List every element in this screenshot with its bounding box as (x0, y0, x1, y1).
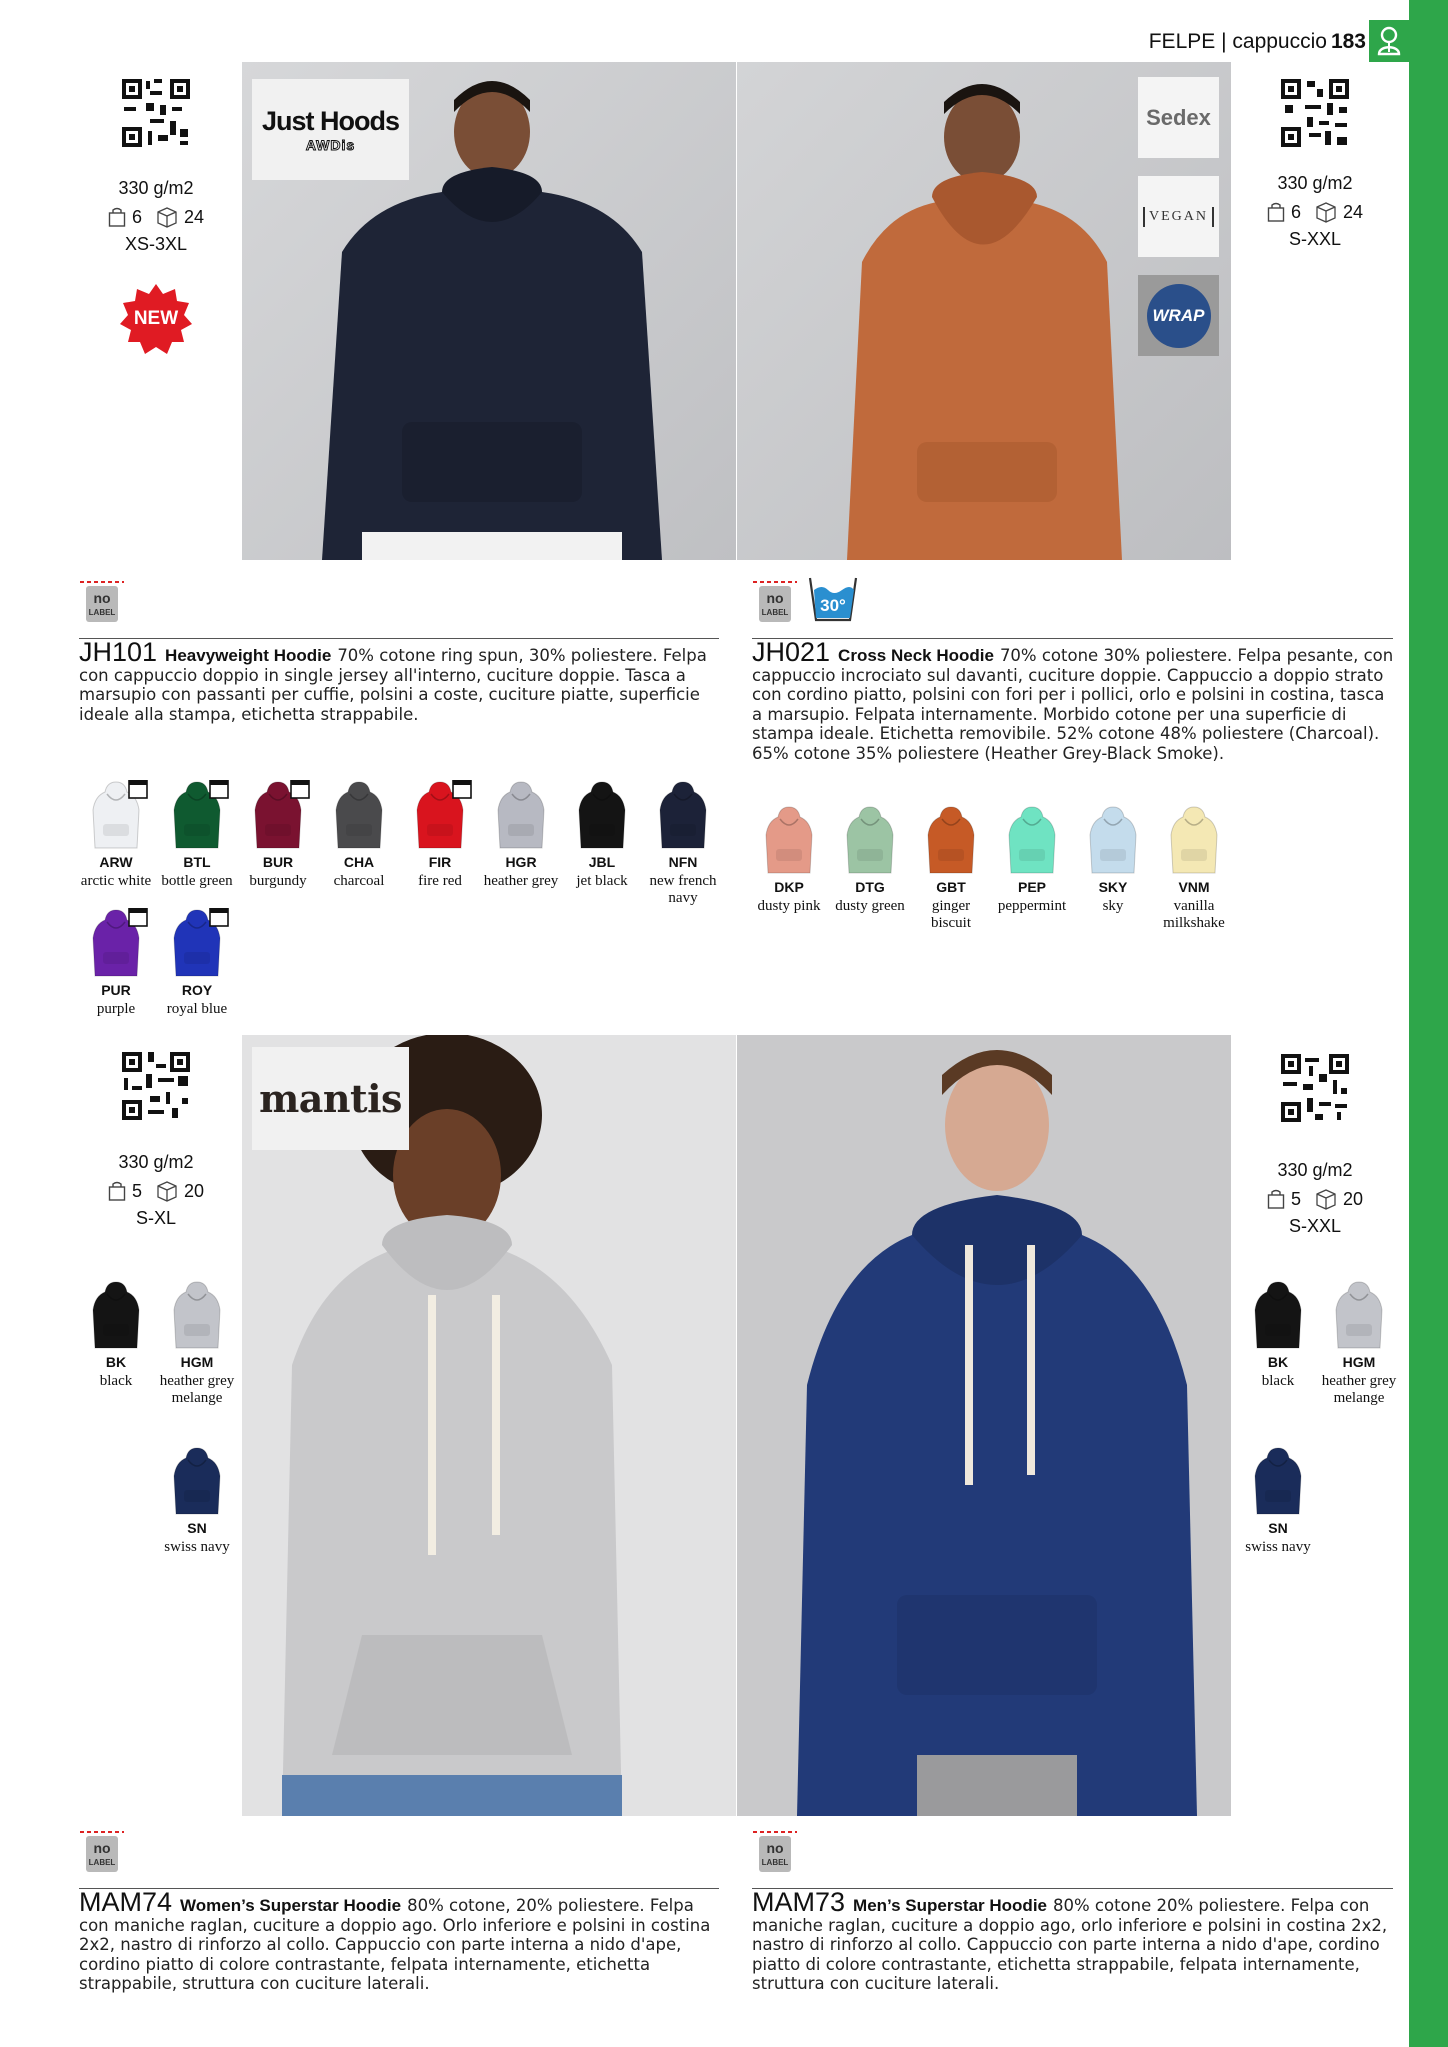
specs-jh021 (1255, 173, 1375, 250)
color-swatches-mam74 (76, 1280, 246, 1580)
color-code: BK (1267, 1354, 1289, 1370)
color-swatch-sn[interactable] (157, 1446, 237, 1556)
product-description-jh021 (752, 637, 1395, 763)
color-code: FIR (428, 854, 452, 870)
color-code: CHA (343, 854, 375, 870)
color-code: BK (105, 1354, 127, 1370)
color-code: NFN (668, 854, 698, 870)
product-code: MAM73 (752, 1887, 846, 1917)
color-name: dusty pink (757, 898, 821, 914)
size-range: S-XXL (1288, 1216, 1342, 1236)
color-name: black (1261, 1373, 1295, 1389)
product-name: Women’s Superstar Hoodie (180, 1896, 402, 1915)
specs-jh101 (96, 178, 216, 255)
color-name: black (99, 1373, 133, 1389)
hoodie-swatch-icon (1245, 1446, 1311, 1516)
new-badge-label: NEW (133, 308, 179, 329)
color-swatch-pur[interactable] (76, 908, 156, 1018)
color-code: SKY (1098, 879, 1128, 895)
color-name: swiss navy (1245, 1539, 1311, 1555)
qr-code-mam73[interactable] (1279, 1052, 1351, 1124)
product-name: Cross Neck Hoodie (838, 646, 994, 665)
color-code: SN (1268, 1520, 1288, 1536)
color-code: DTG (855, 879, 885, 895)
carton-box-icon (1315, 1188, 1337, 1210)
product-name: Men’s Superstar Hoodie (853, 1896, 1047, 1915)
product-code: JH021 (752, 637, 831, 667)
pack-quantity: 5 (131, 1180, 142, 1201)
carton-box-icon (156, 206, 178, 228)
color-name: charcoal (333, 873, 385, 889)
divider (79, 638, 719, 639)
product-text: 80% cotone, 20% poliestere. Felpa con maniche raglan, cuciture a doppio ago. Orlo inferiore e polsini in costina 2x2, nastro di rinforzo al collo. Cappuccio con parte interna a nido d'ape, cordino piatto di colore contrastante, felpata internamente, etichetta strappabile, struttura con cuciture laterali. (79, 1896, 711, 1993)
carton-quantity: 20 (183, 1180, 205, 1201)
carton-quantity: 24 (1342, 201, 1364, 222)
hoodie-swatch-icon (164, 1446, 230, 1516)
no-label-line1: no (93, 590, 111, 606)
wash-temperature: 30° (820, 596, 846, 615)
color-swatch-fir[interactable] (400, 780, 480, 890)
color-name: vanilla milkshake (1163, 898, 1225, 931)
fabric-weight: 330 g/m2 (118, 1152, 194, 1172)
hoodie-swatch-icon (488, 780, 554, 850)
fabric-weight: 330 g/m2 (118, 178, 194, 198)
color-code: HGM (1342, 1354, 1376, 1370)
carton-box-icon (1315, 201, 1337, 223)
hoodie-swatch-icon (164, 1280, 230, 1350)
brand-sub: AWDis (305, 137, 356, 153)
no-label-icon (753, 1828, 797, 1879)
color-code: HGR (505, 854, 537, 870)
hoodie-swatch-icon (407, 780, 473, 850)
color-name: royal blue (166, 1001, 228, 1017)
color-name: ginger biscuit (931, 898, 971, 931)
color-code: PUR (101, 982, 131, 998)
carton-box-icon (156, 1180, 178, 1202)
hoodie-swatch-icon (1080, 805, 1146, 875)
color-name: arctic white (80, 873, 152, 889)
color-name: dusty green (835, 898, 905, 914)
product-name: Heavyweight Hoodie (165, 646, 332, 665)
color-swatches-jh101 (76, 780, 726, 1030)
hoodie-swatch-icon (1161, 805, 1227, 875)
side-accent-bar (1409, 0, 1448, 2047)
color-code: ARW (99, 854, 133, 870)
no-label-line1: no (766, 590, 784, 606)
brand-logo-mantis (252, 1047, 409, 1150)
color-name: heather grey melange (1321, 1373, 1397, 1406)
color-name: jet black (576, 873, 628, 889)
hoodie-swatch-icon (999, 805, 1065, 875)
bag-icon (1267, 202, 1285, 222)
calendar-icon (453, 780, 471, 798)
no-label-line2: LABEL (761, 1858, 789, 1867)
product-text: 70% cotone 30% poliestere. Felpa pesante, con cappuccio incrociato sul davanti, cuciture doppie. Cappuccio a doppio strato con cordino piatto, polsini con fori per i pollici, orlo e polsini in costina, tasca a marsupio. Felpata internamente. Morbido cotone per una superficie di stampa ideale. Etichetta removibile. 52% cotone 48% poliestere (Charcoal). 65% cotone 35% poliestere (Heather Grey-Black Smoke). (752, 646, 1394, 763)
color-code: ROY (181, 982, 213, 998)
carton-quantity: 24 (183, 206, 205, 227)
color-name: purple (96, 1001, 136, 1017)
color-swatches-mam73 (1238, 1280, 1408, 1580)
sedex-certification-logo (1138, 77, 1219, 158)
color-code: JBL (588, 854, 616, 870)
new-badge (118, 282, 194, 358)
hoodie-swatch-icon (83, 908, 149, 978)
color-swatch-roy[interactable] (157, 908, 237, 1018)
hoodie-swatch-icon (650, 780, 716, 850)
color-swatch-nfn[interactable] (643, 780, 723, 907)
hoodie-swatch-icon (756, 805, 822, 875)
no-label-line1: no (93, 1840, 111, 1856)
color-code: GBT (936, 879, 966, 895)
no-label-line2: LABEL (88, 1858, 116, 1867)
section-header (1149, 30, 1366, 54)
color-name: burgundy (249, 873, 307, 889)
no-label-line2: LABEL (761, 608, 789, 617)
vegan-certification-logo (1138, 176, 1219, 257)
no-label-line1: no (766, 1840, 784, 1856)
hoodie-swatch-icon (918, 805, 984, 875)
divider (752, 1888, 1393, 1889)
no-label-line2: LABEL (88, 608, 116, 617)
no-label-icon (80, 578, 124, 629)
page-number: 183 (1330, 30, 1366, 53)
color-swatch-bk[interactable] (76, 1280, 156, 1390)
product-code: JH101 (79, 637, 158, 667)
color-swatch-bk[interactable] (1238, 1280, 1318, 1390)
cert-sedex-label: Sedex (1146, 104, 1211, 130)
size-range: S-XL (135, 1208, 177, 1228)
color-swatch-arw[interactable] (76, 780, 156, 890)
color-name: bottle green (161, 873, 233, 889)
hoodie-swatch-icon (326, 780, 392, 850)
no-label-icon (80, 1828, 124, 1879)
color-swatch-jbl[interactable] (562, 780, 642, 890)
color-name: heather grey melange (159, 1373, 235, 1406)
bag-icon (1267, 1189, 1285, 1209)
brand-name: mantis (259, 1076, 402, 1121)
qr-code-jh021[interactable] (1279, 77, 1351, 149)
divider (79, 1888, 719, 1889)
color-swatch-pep[interactable] (992, 805, 1072, 915)
color-code: SN (187, 1520, 207, 1536)
color-swatch-hgr[interactable] (481, 780, 561, 890)
color-swatch-gbt[interactable] (911, 805, 991, 932)
color-swatch-hgm[interactable] (1319, 1280, 1399, 1407)
cert-wrap-label: WRAP (1152, 305, 1205, 325)
bag-icon (108, 207, 126, 227)
hoodie-swatch-icon (837, 805, 903, 875)
color-name: heather grey (483, 873, 559, 889)
color-name: new french navy (649, 873, 717, 906)
color-code: DKP (774, 879, 804, 895)
color-code: PEP (1017, 879, 1046, 895)
hoodie-swatch-icon (164, 780, 230, 850)
color-name: swiss navy (164, 1539, 230, 1555)
color-code: BTL (183, 854, 211, 870)
no-label-icon (753, 578, 797, 629)
hoodie-swatch-icon (83, 780, 149, 850)
specs-mam73 (1255, 1160, 1375, 1237)
color-swatches-jh021 (749, 805, 1249, 955)
color-name: sky (1102, 898, 1124, 914)
product-description-jh101 (79, 637, 721, 724)
color-code: BUR (262, 854, 294, 870)
color-swatch-sn[interactable] (1238, 1446, 1318, 1556)
brand-logo-justhoods (252, 79, 409, 180)
hoodie-swatch-icon (83, 1280, 149, 1350)
color-name: peppermint (997, 898, 1067, 914)
qr-code-jh101[interactable] (120, 77, 192, 149)
hoodie-person-icon (1369, 20, 1409, 62)
section-title: FELPE | cappuccio (1148, 30, 1327, 53)
calendar-icon (129, 908, 147, 926)
color-swatch-sky[interactable] (1073, 805, 1153, 915)
product-text: 70% cotone ring spun, 30% poliestere. Felpa con cappuccio doppio in single jersey all'interno, cuciture doppie. Tasca a marsupio con passanti per cuffie, polsini a coste, cuciture piatte, superficie ideale alla stampa, etichetta strappabile. (79, 646, 707, 724)
calendar-icon (291, 780, 309, 798)
product-photo-mam73 (737, 1035, 1231, 1816)
color-swatch-btl[interactable] (157, 780, 237, 890)
color-swatch-bur[interactable] (238, 780, 318, 890)
bag-icon (108, 1181, 126, 1201)
product-text: 80% cotone 20% poliestere. Felpa con maniche raglan, cuciture a doppio ago, orlo inferiore e polsini in costina 2x2, nastro di rinforzo al collo. Cappuccio con parte interna a nido d'ape, cordino piatto di colore contrastante, etichetta strappabile, felpata internamente, struttura con cuciture laterali. (752, 1896, 1388, 1993)
size-range: S-XXL (1288, 229, 1342, 249)
cert-vegan-label: VEGAN (1143, 207, 1214, 227)
product-code: MAM74 (79, 1887, 173, 1917)
product-description-mam73 (752, 1887, 1395, 1994)
color-swatch-dkp[interactable] (749, 805, 829, 915)
calendar-icon (210, 908, 228, 926)
product-description-mam74 (79, 1887, 721, 1994)
size-range: XS-3XL (124, 234, 188, 254)
carton-quantity: 20 (1342, 1188, 1364, 1209)
fabric-weight: 330 g/m2 (1277, 1160, 1353, 1180)
divider (752, 638, 1393, 639)
specs-mam74 (96, 1152, 216, 1229)
color-name: fire red (418, 873, 462, 889)
hoodie-swatch-icon (569, 780, 635, 850)
qr-code-mam74[interactable] (120, 1050, 192, 1122)
color-code: HGM (180, 1354, 214, 1370)
pack-quantity: 6 (1290, 201, 1301, 222)
color-swatch-vnm[interactable] (1154, 805, 1234, 932)
pack-quantity: 6 (131, 206, 142, 227)
hoodie-swatch-icon (1245, 1280, 1311, 1350)
wash-30-icon (808, 574, 858, 626)
product-photo-mam74 (242, 1035, 736, 1816)
color-swatch-hgm[interactable] (157, 1280, 237, 1407)
brand-name: Just Hoods (261, 106, 399, 136)
wrap-certification-logo (1138, 275, 1219, 356)
color-swatch-cha[interactable] (319, 780, 399, 890)
hoodie-swatch-icon (1326, 1280, 1392, 1350)
calendar-icon (210, 780, 228, 798)
color-swatch-dtg[interactable] (830, 805, 910, 915)
hoodie-swatch-icon (245, 780, 311, 850)
calendar-icon (129, 780, 147, 798)
color-code: VNM (1178, 879, 1210, 895)
pack-quantity: 5 (1290, 1188, 1301, 1209)
fabric-weight: 330 g/m2 (1277, 173, 1353, 193)
hoodie-swatch-icon (164, 908, 230, 978)
